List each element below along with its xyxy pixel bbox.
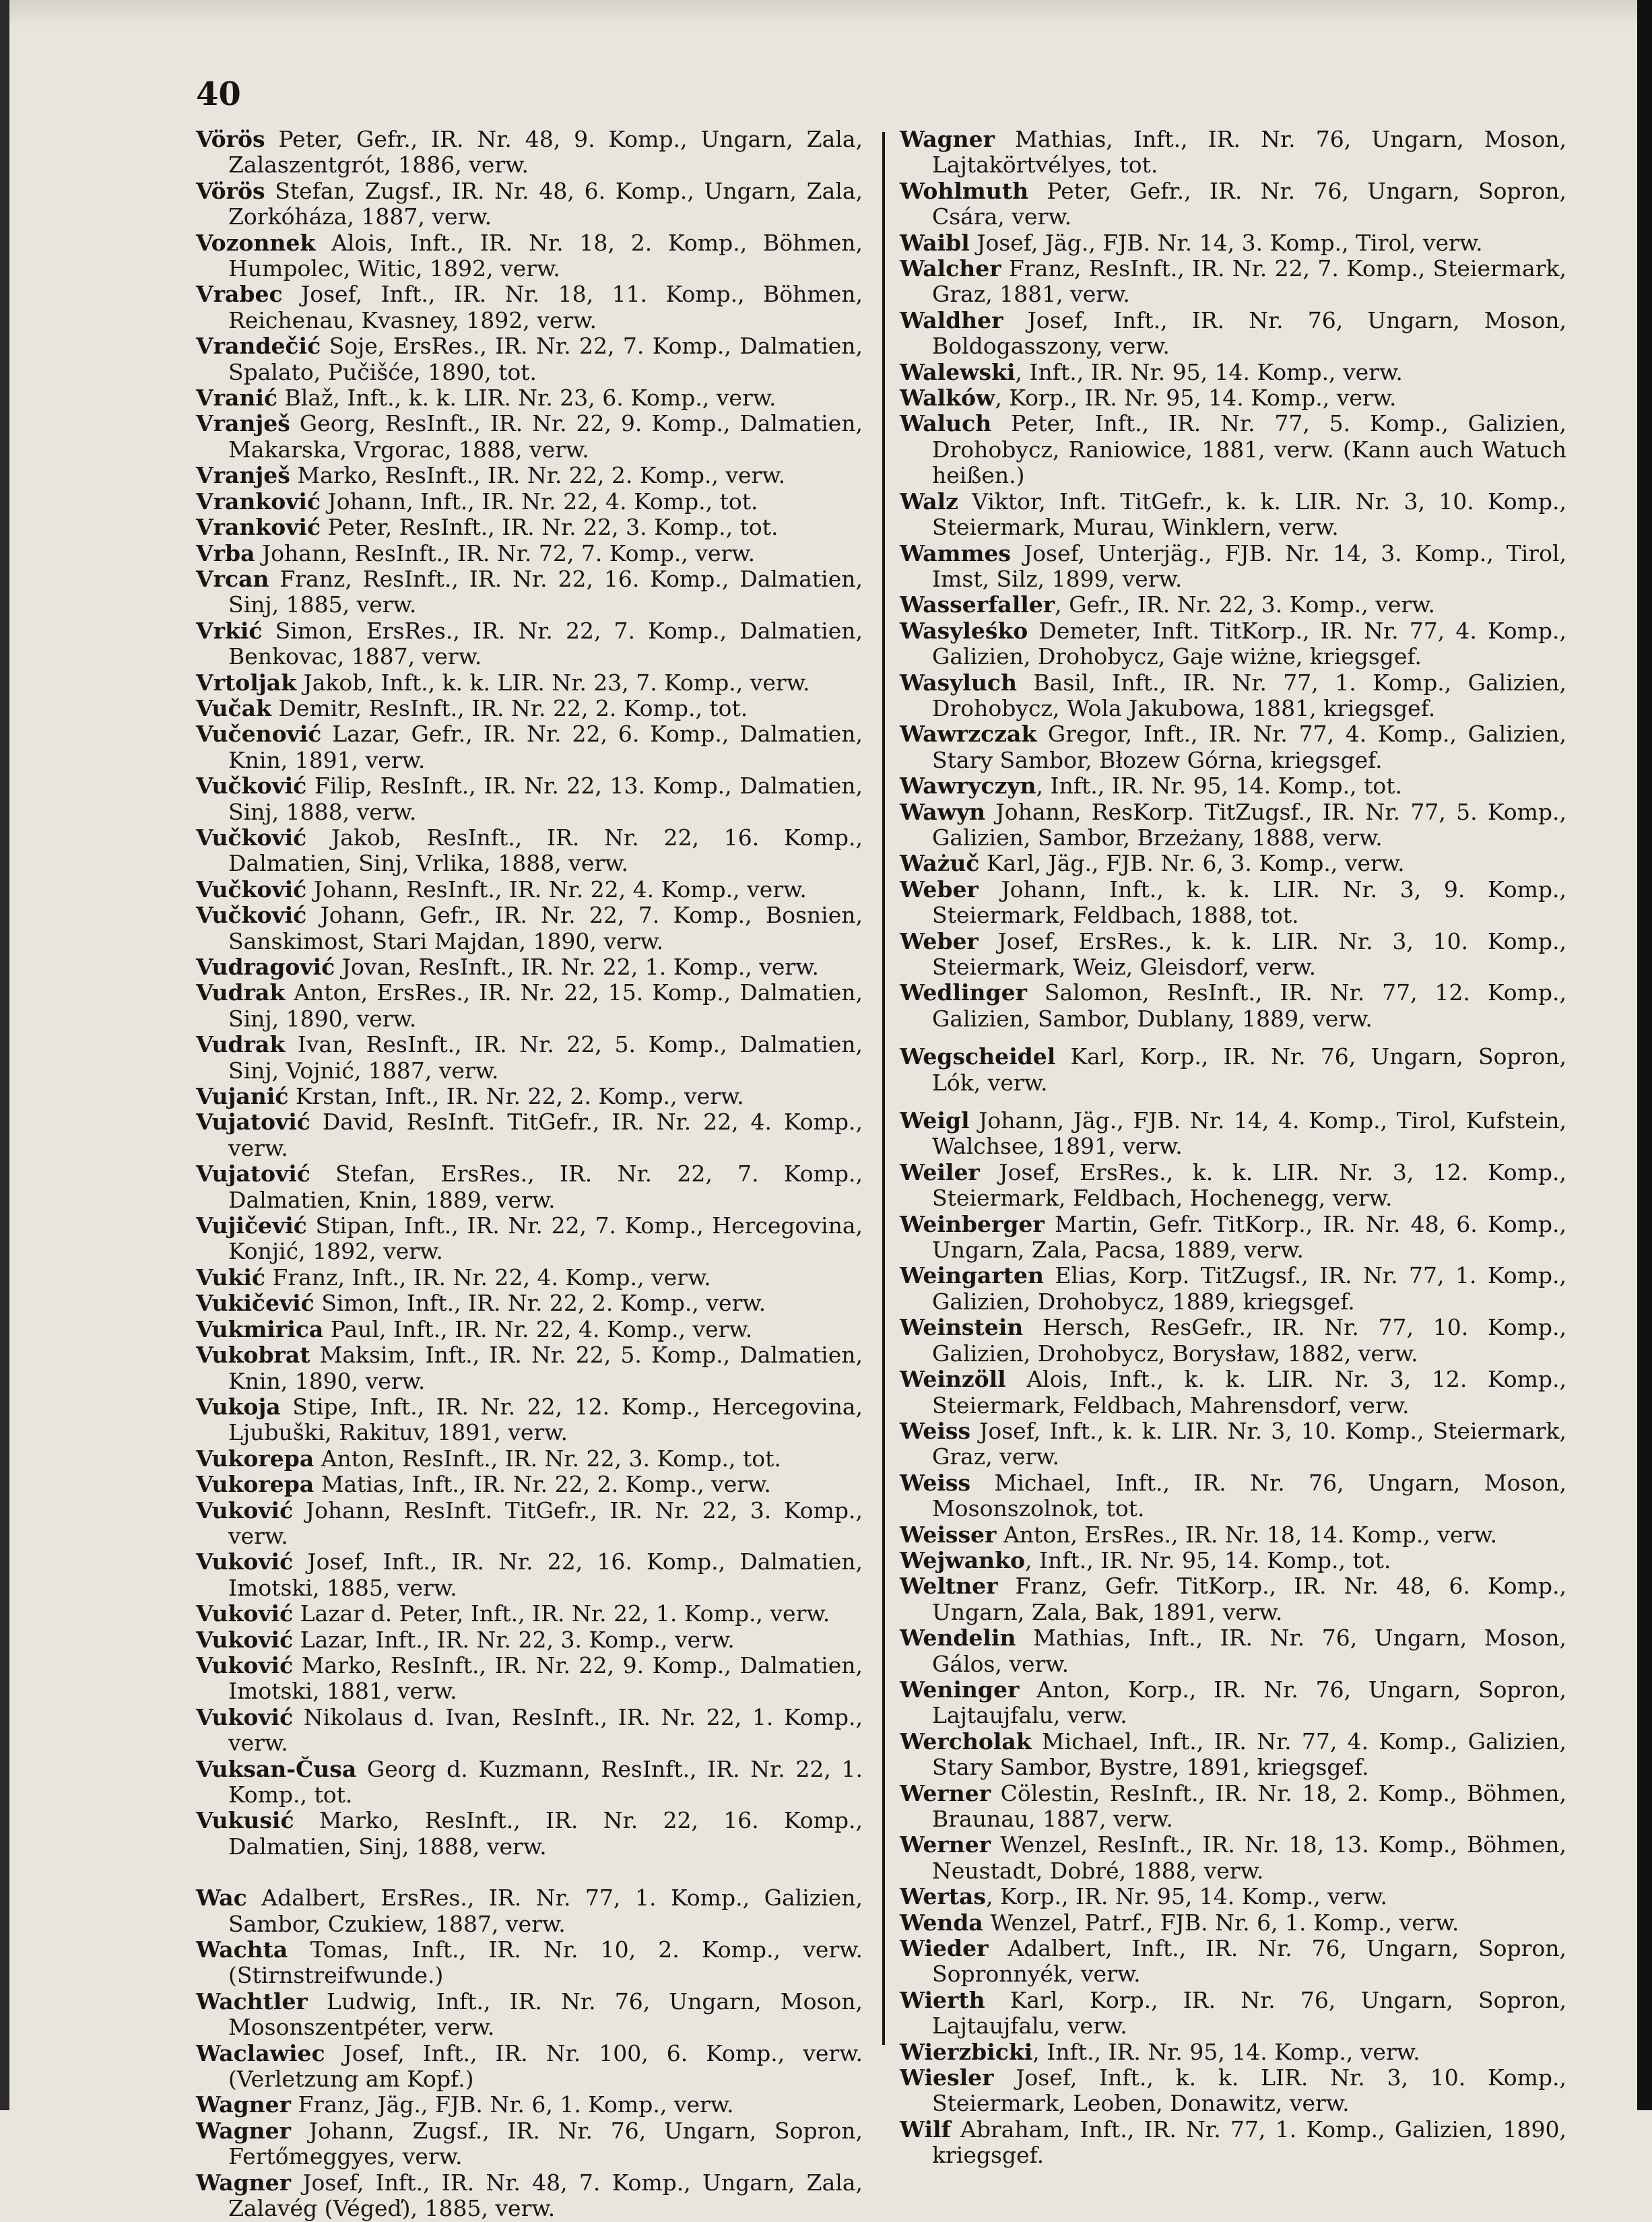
register-entry xyxy=(900,980,1566,1032)
register-entry xyxy=(196,954,863,980)
entry-surname: Weinzöll xyxy=(900,1366,1006,1393)
entry-surname: Vučković xyxy=(196,824,307,851)
entry-details: , Inft., IR. Nr. 95, 14. Komp., tot. xyxy=(1024,1546,1391,1573)
register-entry xyxy=(196,1472,863,1497)
entry-surname: Weinstein xyxy=(900,1314,1024,1341)
entry-details: Franz, Gefr. TitKorp., IR. Nr. 48, 6. Komp., Ungarn, Zala, Bak, 1891, verw. xyxy=(932,1573,1566,1625)
entry-details: Mathias, Inft., IR. Nr. 76, Ungarn, Moson, Gálos, verw. xyxy=(932,1625,1566,1677)
entry-surname: Wenda xyxy=(900,1909,983,1936)
entry-details: Josef, ErsRes., k. k. LIR. Nr. 3, 12. Komp., Steiermark, Feldbach, Hochenegg, verw. xyxy=(932,1158,1566,1212)
register-entry xyxy=(196,127,863,178)
register-entry xyxy=(900,411,1566,488)
entry-details: Soje, ErsRes., IR. Nr. 22, 7. Komp., Dalmatien, Spalato, Pučišće, 1890, tot. xyxy=(228,333,863,385)
entry-details: Alois, Inft., IR. Nr. 18, 2. Komp., Böhmen, Humpolec, Witic, 1892, verw. xyxy=(228,229,863,282)
entry-details: Wenzel, ResInft., IR. Nr. 18, 13. Komp., Böhmen, Neustadt, Dobré, 1888, verw. xyxy=(932,1831,1566,1884)
entry-surname: Vuksan-Čusa xyxy=(196,1755,357,1782)
register-entry xyxy=(900,799,1566,851)
register-entry xyxy=(196,282,863,333)
register-entry xyxy=(196,1317,863,1342)
register-entry xyxy=(900,1108,1566,1160)
entry-details: Stefan, Zugsf., IR. Nr. 48, 6. Komp., Ungarn, Zala, Zorkóháza, 1887, verw. xyxy=(228,177,863,230)
entry-details: Jakob, Inft., k. k. LIR. Nr. 23, 7. Komp., verw. xyxy=(296,669,810,696)
register-entry xyxy=(196,2092,863,2118)
register-entry xyxy=(900,489,1566,541)
entry-surname: Waldher xyxy=(900,306,1003,333)
register-entry xyxy=(196,1627,863,1653)
register-entry xyxy=(900,1160,1566,1212)
register-entry xyxy=(196,1032,863,1084)
entry-surname: Wendelin xyxy=(900,1625,1016,1652)
register-entry xyxy=(196,1808,863,1860)
register-entry xyxy=(196,1885,863,1937)
entry-surname: Vukić xyxy=(196,1264,265,1290)
entry-surname: Weiss xyxy=(900,1417,971,1444)
register-entry xyxy=(900,1936,1566,1988)
register-entry xyxy=(196,1757,863,1808)
register-entry xyxy=(196,696,863,721)
entry-surname: Vučković xyxy=(196,902,307,929)
register-entry xyxy=(196,1265,863,1290)
entry-details: Franz, ResInft., IR. Nr. 22, 16. Komp., Dalmatien, Sinj, 1885, verw. xyxy=(228,565,863,618)
entry-details: Filip, ResInft., IR. Nr. 22, 13. Komp., Dalmatien, Sinj, 1888, verw. xyxy=(228,773,863,825)
register-entry xyxy=(196,1109,863,1161)
register-entry xyxy=(196,903,863,954)
entry-surname: Wejwanko xyxy=(900,1546,1025,1573)
entry-surname: Wasyleśko xyxy=(900,617,1028,644)
entry-details: Josef, Inft., IR. Nr. 22, 16. Komp., Dalmatien, Imotski, 1885, verw. xyxy=(228,1548,863,1601)
register-entry xyxy=(196,515,863,540)
entry-surname: Weber xyxy=(900,876,979,903)
entry-details: Anton, ErsRes., IR. Nr. 22, 15. Komp., Dalmatien, Sinj, 1890, verw. xyxy=(228,979,863,1032)
register-entry xyxy=(900,541,1566,593)
entry-details: Michael, Inft., IR. Nr. 76, Ungarn, Moson, Mosonszolnok, tot. xyxy=(932,1469,1566,1522)
entry-surname: Wohlmuth xyxy=(900,177,1029,204)
entry-surname: Vranković xyxy=(196,488,321,515)
entry-surname: Vukoja xyxy=(196,1393,281,1420)
register-entry xyxy=(196,1342,863,1394)
register-entry xyxy=(900,618,1566,670)
column-divider xyxy=(882,132,885,2045)
entry-details: Adalbert, Inft., IR. Nr. 76, Ungarn, Sopron, Sopronnyék, verw. xyxy=(932,1935,1566,1988)
register-entry xyxy=(900,385,1566,411)
entry-surname: Walków xyxy=(900,385,995,412)
register-entry xyxy=(196,1705,863,1757)
register-entry xyxy=(900,1573,1566,1625)
entry-surname: Vrtoljak xyxy=(196,669,296,696)
left-column xyxy=(196,127,863,2222)
entry-surname: Vrkić xyxy=(196,617,263,644)
register-entry xyxy=(196,877,863,903)
register-entry xyxy=(196,2118,863,2170)
entry-surname: Werner xyxy=(900,1779,991,1806)
entry-details: Johann, Inft., IR. Nr. 22, 4. Komp., tot. xyxy=(321,488,758,515)
entry-details: Jakob, ResInft., IR. Nr. 22, 16. Komp., Dalmatien, Sinj, Vrlika, 1888, verw. xyxy=(228,824,863,877)
entry-surname: Weingarten xyxy=(900,1262,1044,1289)
right-column xyxy=(900,127,1566,2169)
entry-surname: Wawrzczak xyxy=(900,721,1037,748)
register-entry xyxy=(900,127,1566,178)
register-entry xyxy=(900,592,1566,618)
entry-details: Johann, Jäg., FJB. Nr. 14, 4. Komp., Tirol, Kufstein, Walchsee, 1891, verw. xyxy=(932,1107,1566,1160)
entry-surname: Vukusić xyxy=(196,1807,294,1834)
entry-details: Franz, Jäg., FJB. Nr. 6, 1. Komp., verw. xyxy=(291,2091,734,2118)
entry-surname: Vudrak xyxy=(196,979,286,1006)
entry-details: Abraham, Inft., IR. Nr. 77, 1. Komp., Galizien, 1890, kriegsgef. xyxy=(932,2116,1566,2169)
register-entry xyxy=(900,773,1566,799)
register-entry xyxy=(196,541,863,566)
entry-surname: Wawyn xyxy=(900,798,986,825)
entry-surname: Weigl xyxy=(900,1107,970,1134)
register-entry xyxy=(196,1290,863,1316)
entry-details: Salomon, ResInft., IR. Nr. 77, 12. Komp., Galizien, Sambor, Dublany, 1889, verw. xyxy=(932,979,1566,1032)
entry-surname: Vrabec xyxy=(196,281,283,308)
entry-surname: Vörös xyxy=(196,177,265,204)
entry-details: Georg, ResInft., IR. Nr. 22, 9. Komp., Dalmatien, Makarska, Vrgorac, 1888, verw. xyxy=(228,410,863,463)
entry-details: , Inft., IR. Nr. 95, 14. Komp., verw. xyxy=(1015,358,1403,385)
entry-surname: Wiesler xyxy=(900,2064,994,2091)
entry-surname: Wasyluch xyxy=(900,669,1017,696)
entry-details: Maksim, Inft., IR. Nr. 22, 5. Komp., Dalmatien, Knin, 1890, verw. xyxy=(228,1342,863,1394)
register-entry xyxy=(196,411,863,463)
entry-surname: Vujatović xyxy=(196,1109,310,1136)
entry-surname: Walz xyxy=(900,488,958,515)
entry-surname: Wagner xyxy=(196,2169,292,2196)
scan-edge-right xyxy=(1637,0,1652,2110)
entry-details: Wenzel, Patrf., FJB. Nr. 6, 1. Komp., verw. xyxy=(983,1909,1459,1936)
entry-surname: Wac xyxy=(196,1885,247,1911)
entry-details: Simon, ErsRes., IR. Nr. 22, 7. Komp., Dalmatien, Benkovac, 1887, verw. xyxy=(228,617,863,670)
entry-surname: Werner xyxy=(900,1831,991,1858)
entry-surname: Vukmirica xyxy=(196,1315,324,1342)
scan-edge-left xyxy=(0,0,9,2110)
scan-edge-top xyxy=(0,0,1652,27)
entry-surname: Wasserfaller xyxy=(900,591,1055,618)
entry-surname: Walewski xyxy=(900,358,1016,385)
entry-surname: Vukobrat xyxy=(196,1342,310,1369)
entry-details: Cölestin, ResInft., IR. Nr. 18, 2. Komp., Böhmen, Braunau, 1887, verw. xyxy=(932,1779,1566,1832)
entry-details: Josef, Inft., k. k. LIR. Nr. 3, 10. Komp., Steiermark, Leoben, Donawitz, verw. xyxy=(932,2064,1566,2117)
register-entry xyxy=(196,333,863,385)
register-entry xyxy=(900,1832,1566,1884)
entry-surname: Vuković xyxy=(196,1652,294,1678)
entry-details: Josef, Inft., k. k. LIR. Nr. 3, 10. Komp., Steiermark, Graz, verw. xyxy=(932,1417,1566,1470)
entry-details: Basil, Inft., IR. Nr. 77, 1. Komp., Galizien, Drohobycz, Wola Jakubowa, 1881, kriegsgef. xyxy=(932,669,1566,721)
register-entry xyxy=(900,1470,1566,1522)
entry-surname: Vrandečić xyxy=(196,333,321,360)
register-entry xyxy=(196,618,863,670)
entry-details: Ivan, ResInft., IR. Nr. 22, 5. Komp., Dalmatien, Sinj, Vojnić, 1887, verw. xyxy=(228,1031,863,1084)
register-entry xyxy=(196,1446,863,1472)
entry-surname: Vučković xyxy=(196,876,307,903)
entry-details: Stefan, ErsRes., IR. Nr. 22, 7. Komp., Dalmatien, Knin, 1889, verw. xyxy=(228,1161,863,1213)
register-entry xyxy=(900,2117,1566,2169)
entry-details: , Gefr., IR. Nr. 22, 3. Komp., verw. xyxy=(1055,591,1435,618)
entry-details: Karl, Korp., IR. Nr. 76, Ungarn, Sopron, Lajtaujfalu, verw. xyxy=(932,1986,1566,2039)
register-entry xyxy=(196,1937,863,1989)
entry-surname: Waluch xyxy=(900,410,992,437)
entry-surname: Vuković xyxy=(196,1600,294,1627)
register-entry xyxy=(900,1044,1566,1096)
entry-surname: Vuković xyxy=(196,1626,294,1653)
entry-details: Josef, Inft., IR. Nr. 76, Ungarn, Moson, Boldogasszony, verw. xyxy=(932,306,1566,360)
register-entry xyxy=(196,1084,863,1109)
register-entry xyxy=(196,1601,863,1627)
entry-details: Peter, ResInft., IR. Nr. 22, 3. Komp., tot. xyxy=(321,514,779,541)
entry-surname: Wieder xyxy=(900,1935,989,1962)
entry-details: Peter, Inft., IR. Nr. 77, 5. Komp., Galizien, Drohobycz, Raniowice, 1881, verw. (Kann auch Watuch heißen.) xyxy=(932,410,1566,489)
entry-details: Hersch, ResGefr., IR. Nr. 77, 10. Komp., Galizien, Drohobycz, Borysław, 1882, verw. xyxy=(932,1314,1566,1367)
register-entry xyxy=(900,1729,1566,1781)
register-entry xyxy=(196,980,863,1032)
entry-surname: Vukičević xyxy=(196,1290,315,1317)
entry-surname: Vranić xyxy=(196,385,277,412)
entry-details: Lazar d. Peter, Inft., IR. Nr. 22, 1. Komp., verw. xyxy=(293,1600,830,1627)
entry-surname: Vujanić xyxy=(196,1083,289,1110)
entry-surname: Vrba xyxy=(196,540,255,566)
entry-details: Stipan, Inft., IR. Nr. 22, 7. Komp., Hercegovina, Konjić, 1892, verw. xyxy=(228,1212,863,1265)
entry-surname: Vudrak xyxy=(196,1031,286,1058)
entry-surname: Waibl xyxy=(900,229,970,256)
entry-surname: Wedlinger xyxy=(900,979,1027,1006)
entry-surname: Weisser xyxy=(900,1521,997,1548)
register-entry xyxy=(900,721,1566,773)
register-entry xyxy=(900,1212,1566,1264)
entry-details: Ludwig, Inft., IR. Nr. 76, Ungarn, Moson, Mosonszentpéter, verw. xyxy=(228,1988,863,2041)
entry-details: Johann, Zugsf., IR. Nr. 76, Ungarn, Sopron, Fertőmeggyes, verw. xyxy=(228,2117,863,2170)
entry-details: Elias, Korp. TitZugsf., IR. Nr. 77, 1. Komp., Galizien, Drohobycz, 1889, kriegsgef. xyxy=(932,1262,1566,1315)
page-number: 40 xyxy=(196,75,241,113)
register-entry xyxy=(900,178,1566,230)
entry-surname: Vuković xyxy=(196,1497,294,1524)
entry-surname: Wierzbicki xyxy=(900,2038,1033,2065)
entry-surname: Weltner xyxy=(900,1573,998,1600)
entry-details: Peter, Gefr., IR. Nr. 48, 9. Komp., Ungarn, Zala, Zalaszentgrót, 1886, verw. xyxy=(228,126,863,178)
entry-surname: Wercholak xyxy=(900,1728,1032,1755)
entry-details: , Korp., IR. Nr. 95, 14. Komp., verw. xyxy=(995,385,1397,412)
register-entry xyxy=(900,1781,1566,1833)
entry-details: Viktor, Inft. TitGefr., k. k. LIR. Nr. 3, 10. Komp., Steiermark, Murau, Winklern, verw. xyxy=(932,488,1566,541)
entry-surname: Vučak xyxy=(196,694,271,721)
entry-surname: Weiss xyxy=(900,1469,971,1496)
entry-details: Martin, Gefr. TitKorp., IR. Nr. 48, 6. Komp., Ungarn, Zala, Pacsa, 1889, verw. xyxy=(932,1210,1566,1264)
register-entry xyxy=(900,1263,1566,1315)
register-entry xyxy=(900,2065,1566,2117)
entry-surname: Vuković xyxy=(196,1703,294,1730)
register-entry xyxy=(196,2170,863,2222)
register-entry xyxy=(196,2041,863,2093)
entry-details: Anton, ResInft., IR. Nr. 22, 3. Komp., tot. xyxy=(314,1445,781,1472)
register-entry xyxy=(900,360,1566,385)
entry-details: Blaž, Inft., k. k. LIR. Nr. 23, 6. Komp., verw. xyxy=(277,385,777,412)
entry-surname: Wilf xyxy=(900,2116,951,2143)
entry-surname: Wagner xyxy=(900,126,995,152)
register-entry xyxy=(196,721,863,773)
entry-surname: Vujatović xyxy=(196,1161,310,1187)
register-entry xyxy=(196,1213,863,1265)
entry-surname: Wachtler xyxy=(196,1988,308,2015)
entry-surname: Vranković xyxy=(196,514,321,541)
register-entry xyxy=(196,670,863,696)
entry-surname: Vučenović xyxy=(196,721,322,748)
entry-details: Franz, ResInft., IR. Nr. 22, 7. Komp., Steiermark, Graz, 1881, verw. xyxy=(932,255,1566,308)
entry-details: Josef, Unterjäg., FJB. Nr. 14, 3. Komp., Tirol, Imst, Silz, 1899, verw. xyxy=(932,540,1566,592)
register-entry xyxy=(900,670,1566,722)
register-entry xyxy=(900,877,1566,929)
entry-details: Marko, ResInft., IR. Nr. 22, 9. Komp., Dalmatien, Imotski, 1881, verw. xyxy=(228,1652,863,1705)
entry-surname: Weinberger xyxy=(900,1210,1045,1237)
entry-surname: Weber xyxy=(900,927,979,954)
entry-details: Stipe, Inft., IR. Nr. 22, 12. Komp., Hercegovina, Ljubuški, Rakituv, 1891, verw. xyxy=(228,1393,863,1446)
register-entry xyxy=(900,1548,1566,1573)
register-entry xyxy=(900,929,1566,981)
register-entry xyxy=(196,1498,863,1550)
register-entry xyxy=(900,1625,1566,1677)
entry-details: Krstan, Inft., IR. Nr. 22, 2. Komp., verw. xyxy=(288,1083,744,1110)
entry-surname: Vörös xyxy=(196,126,265,152)
entry-surname: Vuković xyxy=(196,1548,294,1575)
register-entry xyxy=(900,308,1566,360)
entry-surname: Ważuč xyxy=(900,850,980,877)
entry-details: Gregor, Inft., IR. Nr. 77, 4. Komp., Galizien, Stary Sambor, Błozew Górna, kriegsgef. xyxy=(932,721,1566,773)
entry-details: Peter, Gefr., IR. Nr. 76, Ungarn, Sopron, Csára, verw. xyxy=(932,177,1566,230)
entry-details: , Korp., IR. Nr. 95, 14. Komp., verw. xyxy=(985,1883,1388,1910)
register-entry xyxy=(196,825,863,877)
entry-details: Adalbert, ErsRes., IR. Nr. 77, 1. Komp., Galizien, Sambor, Czukiew, 1887, verw. xyxy=(228,1885,863,1937)
register-entry xyxy=(196,1394,863,1446)
entry-details: Karl, Jäg., FJB. Nr. 6, 3. Komp., verw. xyxy=(979,850,1405,877)
entry-details: Anton, Korp., IR. Nr. 76, Ungarn, Sopron, Lajtaujfalu, verw. xyxy=(932,1676,1566,1729)
entry-details: Johann, ResInft., IR. Nr. 72, 7. Komp., verw. xyxy=(255,540,756,566)
entry-details: Anton, ErsRes., IR. Nr. 18, 14. Komp., verw. xyxy=(996,1521,1498,1548)
register-entry xyxy=(900,1988,1566,2039)
entry-surname: Vozonnek xyxy=(196,229,316,256)
entry-details: Johann, Inft., k. k. LIR. Nr. 3, 9. Komp., Steiermark, Feldbach, 1888, tot. xyxy=(932,876,1566,929)
entry-details: Franz, Inft., IR. Nr. 22, 4. Komp., verw. xyxy=(265,1264,711,1290)
register-entry xyxy=(196,1653,863,1705)
entry-surname: Wagner xyxy=(196,2091,292,2118)
register-entry xyxy=(196,178,863,230)
entry-details: Johann, ResKorp. TitZugsf., IR. Nr. 77, 5. Komp., Galizien, Sambor, Brzeżany, 1888, verw. xyxy=(932,798,1566,851)
entry-details: Matias, Inft., IR. Nr. 22, 2. Komp., verw. xyxy=(314,1471,771,1498)
entry-details: Georg d. Kuzmann, ResInft., IR. Nr. 22, 1. Komp., tot. xyxy=(228,1755,863,1808)
entry-surname: Wegscheidel xyxy=(900,1043,1056,1070)
entry-details: Lazar, Gefr., IR. Nr. 22, 6. Komp., Dalmatien, Knin, 1891, verw. xyxy=(228,721,863,773)
entry-details: Jovan, ResInft., IR. Nr. 22, 1. Komp., verw. xyxy=(335,954,819,980)
register-entry xyxy=(196,566,863,618)
register-entry xyxy=(900,230,1566,256)
entry-details: Tomas, Inft., IR. Nr. 10, 2. Komp., verw. (Stirnstreifwunde.) xyxy=(228,1936,863,1989)
entry-surname: Vranješ xyxy=(196,462,290,489)
entry-details: Johann, Gefr., IR. Nr. 22, 7. Komp., Bosnien, Sanskimost, Stari Majdan, 1890, verw. xyxy=(228,902,863,954)
register-entry xyxy=(900,1367,1566,1418)
entry-details: Johann, ResInft. TitGefr., IR. Nr. 22, 3. Komp., verw. xyxy=(228,1497,863,1549)
entry-details: Josef, ErsRes., k. k. LIR. Nr. 3, 10. Komp., Steiermark, Weiz, Gleisdorf, verw. xyxy=(932,927,1566,980)
entry-details: Mathias, Inft., IR. Nr. 76, Ungarn, Moson, Lajtakörtvélyes, tot. xyxy=(932,126,1566,178)
entry-details: Simon, Inft., IR. Nr. 22, 2. Komp., verw. xyxy=(314,1290,766,1317)
register-entry xyxy=(196,489,863,515)
entry-details: Nikolaus d. Ivan, ResInft., IR. Nr. 22, 1. Komp., verw. xyxy=(228,1703,863,1757)
entry-details: , Inft., IR. Nr. 95, 14. Komp., tot. xyxy=(1036,773,1402,799)
entry-surname: Walcher xyxy=(900,255,1001,282)
entry-details: Josef, Inft., IR. Nr. 48, 7. Komp., Ungarn, Zala, Zalavég (Végeď), 1885, verw. xyxy=(228,2169,863,2222)
entry-surname: Weiler xyxy=(900,1158,980,1185)
entry-details: Josef, Jäg., FJB. Nr. 14, 3. Komp., Tirol, verw. xyxy=(969,229,1483,256)
entry-details: Marko, ResInft., IR. Nr. 22, 16. Komp., Dalmatien, Sinj, 1888, verw. xyxy=(228,1807,863,1860)
entry-details: Michael, Inft., IR. Nr. 77, 4. Komp., Galizien, Stary Sambor, Bystre, 1891, kriegsgef. xyxy=(932,1728,1566,1781)
register-entry xyxy=(900,256,1566,308)
entry-details: Marko, ResInft., IR. Nr. 22, 2. Komp., verw. xyxy=(290,462,786,489)
register-entry xyxy=(196,1989,863,2041)
register-entry xyxy=(900,1522,1566,1548)
entry-surname: Wawryczyn xyxy=(900,773,1036,799)
register-entry xyxy=(196,385,863,411)
entry-details: Karl, Korp., IR. Nr. 76, Ungarn, Sopron, Lók, verw. xyxy=(932,1043,1566,1096)
entry-surname: Vujičević xyxy=(196,1212,307,1239)
entry-surname: Wertas xyxy=(900,1883,986,1910)
entry-surname: Vukorepa xyxy=(196,1445,315,1472)
register-entry xyxy=(196,773,863,825)
register-entry xyxy=(900,2039,1566,2065)
entry-details: Paul, Inft., IR. Nr. 22, 4. Komp., verw. xyxy=(323,1315,753,1342)
entry-details: Johann, ResInft., IR. Nr. 22, 4. Komp., verw. xyxy=(306,876,807,903)
entry-surname: Vudragović xyxy=(196,954,335,980)
entry-details: Alois, Inft., k. k. LIR. Nr. 3, 12. Komp., Steiermark, Feldbach, Mahrensdorf, verw. xyxy=(932,1366,1566,1418)
entry-surname: Vrcan xyxy=(196,565,269,592)
register-entry xyxy=(900,1677,1566,1729)
entry-surname: Vukorepa xyxy=(196,1471,315,1498)
register-entry xyxy=(900,1418,1566,1470)
entry-details: Josef, Inft., IR. Nr. 18, 11. Komp., Böhmen, Reichenau, Kvasney, 1892, verw. xyxy=(228,281,863,333)
register-entry xyxy=(900,851,1566,876)
register-entry xyxy=(196,230,863,282)
register-entry xyxy=(196,1549,863,1601)
entry-details: , Inft., IR. Nr. 95, 14. Komp., verw. xyxy=(1032,2038,1420,2065)
entry-surname: Vučković xyxy=(196,773,307,799)
entry-surname: Wammes xyxy=(900,540,1011,566)
entry-surname: Wachta xyxy=(196,1936,288,1963)
register-entry xyxy=(196,463,863,488)
entry-details: Lazar, Inft., IR. Nr. 22, 3. Komp., verw. xyxy=(293,1626,735,1653)
entry-details: Demeter, Inft. TitKorp., IR. Nr. 77, 4. Komp., Galizien, Drohobycz, Gaje wiżne, kriegsgef. xyxy=(932,617,1566,670)
entry-surname: Vranješ xyxy=(196,410,290,437)
register-entry xyxy=(900,1315,1566,1367)
register-entry xyxy=(196,1161,863,1213)
entry-surname: Waclawiec xyxy=(196,2039,325,2066)
entry-surname: Weninger xyxy=(900,1676,1020,1703)
entry-details: David, ResInft. TitGefr., IR. Nr. 22, 4. Komp., verw. xyxy=(228,1109,863,1161)
entry-details: Demitr, ResInft., IR. Nr. 22, 2. Komp., tot. xyxy=(271,694,748,721)
entry-surname: Wierth xyxy=(900,1986,985,2013)
entry-details: Josef, Inft., IR. Nr. 100, 6. Komp., verw. (Verletzung am Kopf.) xyxy=(228,2039,863,2093)
entry-surname: Wagner xyxy=(196,2117,292,2144)
register-entry xyxy=(900,1884,1566,1909)
register-entry xyxy=(900,1910,1566,1936)
